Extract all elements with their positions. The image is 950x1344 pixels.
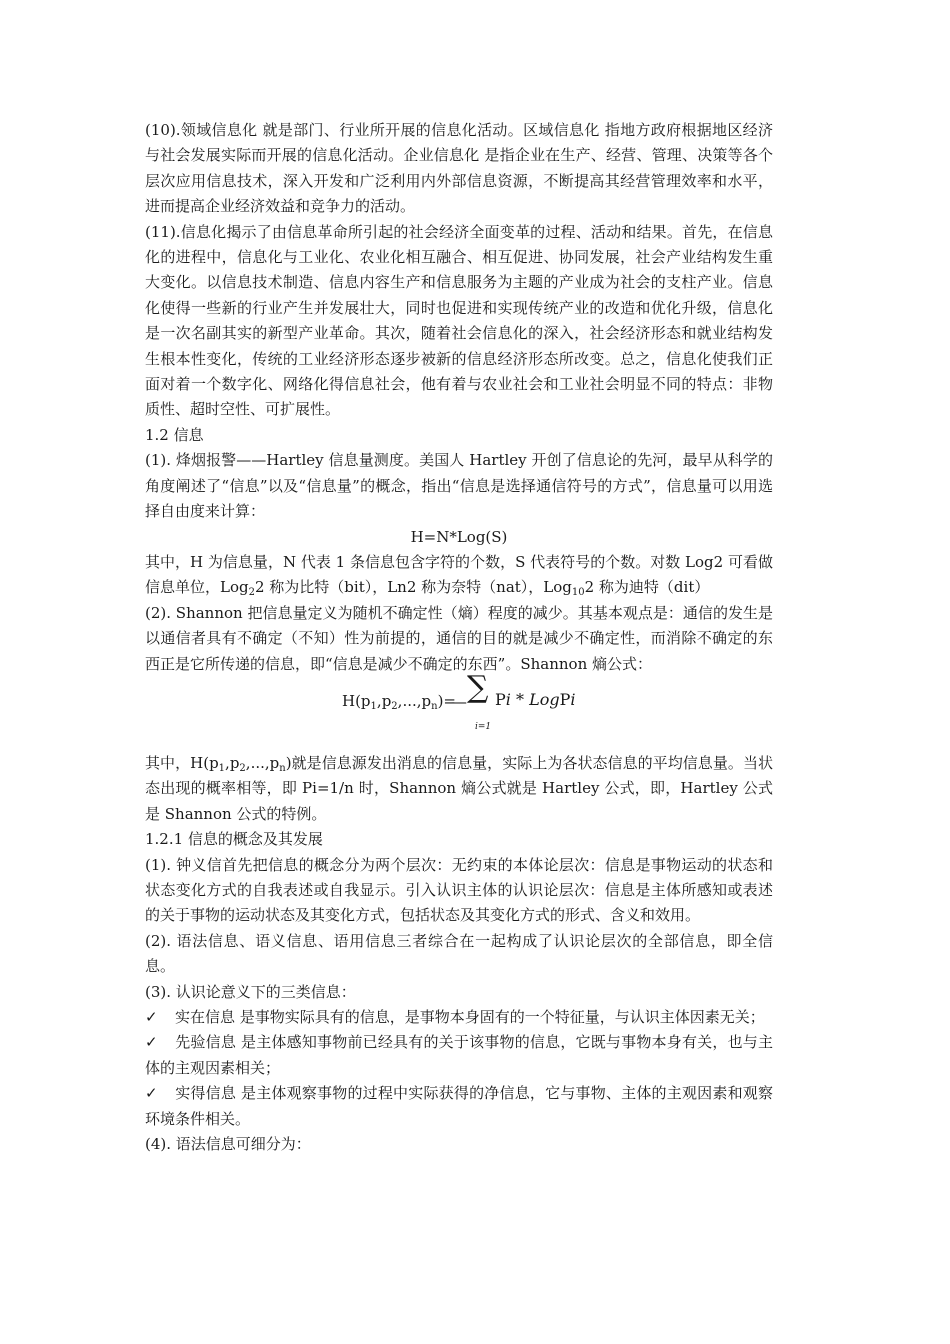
checkmark-icon: ✓ — [145, 1033, 158, 1052]
paragraph-concept-2: (2). 语法信息、语义信息、语用信息三者综合在一起构成了认识论层次的全部信息，即全信息。 — [145, 931, 773, 976]
section-heading-1-2: 1.2 信息 — [145, 425, 204, 444]
formula-lhs: $H(p_1,p_2,...,p_n)=$ — [342, 691, 456, 712]
paragraph-10: (10).领域信息化 就是部门、行业所开展的信息化活动。区域信息化 指地方政府根据地区经济与社会发展实际而开展的信息化活动。企业信息化 是指企业在生产、经营、管理、决策等各个层次应用信息技术，深入开发和广泛利用内外部信息资源，不断提高其经营管理效率和水平，进而提高企业经济效益和竞争力的活动。 — [145, 121, 773, 216]
sigma-limit: i=1 — [475, 721, 492, 732]
formula-term: Pi * LogPi — [495, 689, 576, 709]
formula-minus: — — [451, 691, 467, 711]
checkmark-icon: ✓ — [145, 1008, 158, 1026]
paragraph-shannon-explain: 其中，$H(p_1,p_2,...,p_n)$就是信息源发出消息的信息量，实际上为各状态信息的平均信息量。当状态出现的概率相等，即 Pi=1/n 时，Shannon 熵公式就是 Hartley 公式，即，Hartley 公式是 Shannon 公式的特例。 — [145, 753, 773, 823]
checkmark-icon: ✓ — [145, 1084, 158, 1103]
paragraph-shannon: (2). Shannon 把信息量定义为随机不确定性（熵）程度的减少。其基本观点是：通信的发生是以通信者具有不确定（不知）性为前提的，通信的目的就是减少不确定性，而消除不确定的东西正是它所传递的信息，即“信息是减少不确定的东西”。Shannon 熵公式： — [145, 603, 773, 673]
sigma-symbol: ∑ — [467, 669, 489, 705]
formula-shannon-entropy — [145, 669, 773, 751]
check-item: ✓ 先验信息 是主体感知事物前已经具有的关于该事物的信息，它既与事物本身有关，也与主体的主观因素相关； — [145, 1030, 773, 1081]
paragraph-concept-4: (4). 语法信息可细分为： — [145, 1135, 311, 1154]
check-item: ✓ 实在信息 是事物实际具有的信息，是事物本身固有的一个特征量，与认识主体因素无关； — [145, 1005, 773, 1030]
paragraph-hartley-units: 其中，H 为信息量，N 代表 1 条信息包含字符的个数，S 代表符号的个数。对数 Log2 可看做信息单位，Log$_2$2 称为比特（bit），Ln2 称为奈特（nat），Log$_{10}$2 称为迪特（dit） — [145, 552, 773, 599]
paragraph-concept-1: (1). 钟义信首先把信息的概念分为两个层次：无约束的本体论层次：信息是事物运动的状态和状态变化方式的自我表述或自我显示。引入认识主体的认识论层次：信息是主体所感知或表述的关于事物的运动状态及其变化方式，包括状态及其变化方式的形式、含义和效用。 — [145, 855, 773, 925]
paragraph-concept-3: (3). 认识论意义下的三类信息： — [145, 982, 356, 1001]
paragraph-11: (11).信息化揭示了由信息革命所引起的社会经济全面变革的过程、活动和结果。首先，在信息化的进程中，信息化与工业化、农业化相互融合、相互促进、协同发展，社会产业结构发生重大变化。以信息技术制造、信息内容生产和信息服务为主题的产业成为社会的支柱产业。信息化使得一些新的行业产生并发展壮大，同时也促进和实现传统产业的改造和优化升级，信息化是一次名副其实的新型产业革命。其次，随着社会信息化的深入，社会经济形态和就业结构发生根本性变化，传统的工业经济形态逐步被新的信息经济形态所改变。总之，信息化使我们正面对着一个数字化、网络化得信息社会，他有着与农业社会和工业社会明显不同的特点：非物质性、超时空性、可扩展性。 — [145, 222, 773, 419]
formula-hartley: H=N*Log(S) — [410, 527, 508, 546]
check-item: ✓ 实得信息 是主体观察事物的过程中实际获得的净信息，它与事物、主体的主观因素和观察环境条件相关。 — [145, 1081, 773, 1132]
section-heading-1-2-1: 1.2.1 信息的概念及其发展 — [145, 830, 323, 849]
paragraph-hartley: (1). 烽烟报警——Hartley 信息量测度。美国人 Hartley 开创了信息论的先河，最早从科学的角度阐述了“信息”以及“信息量”的概念，指出“信息是选择通信符号的方式”，信息量可以用选择自由度来计算： — [145, 451, 773, 521]
document-page — [145, 118, 773, 1157]
